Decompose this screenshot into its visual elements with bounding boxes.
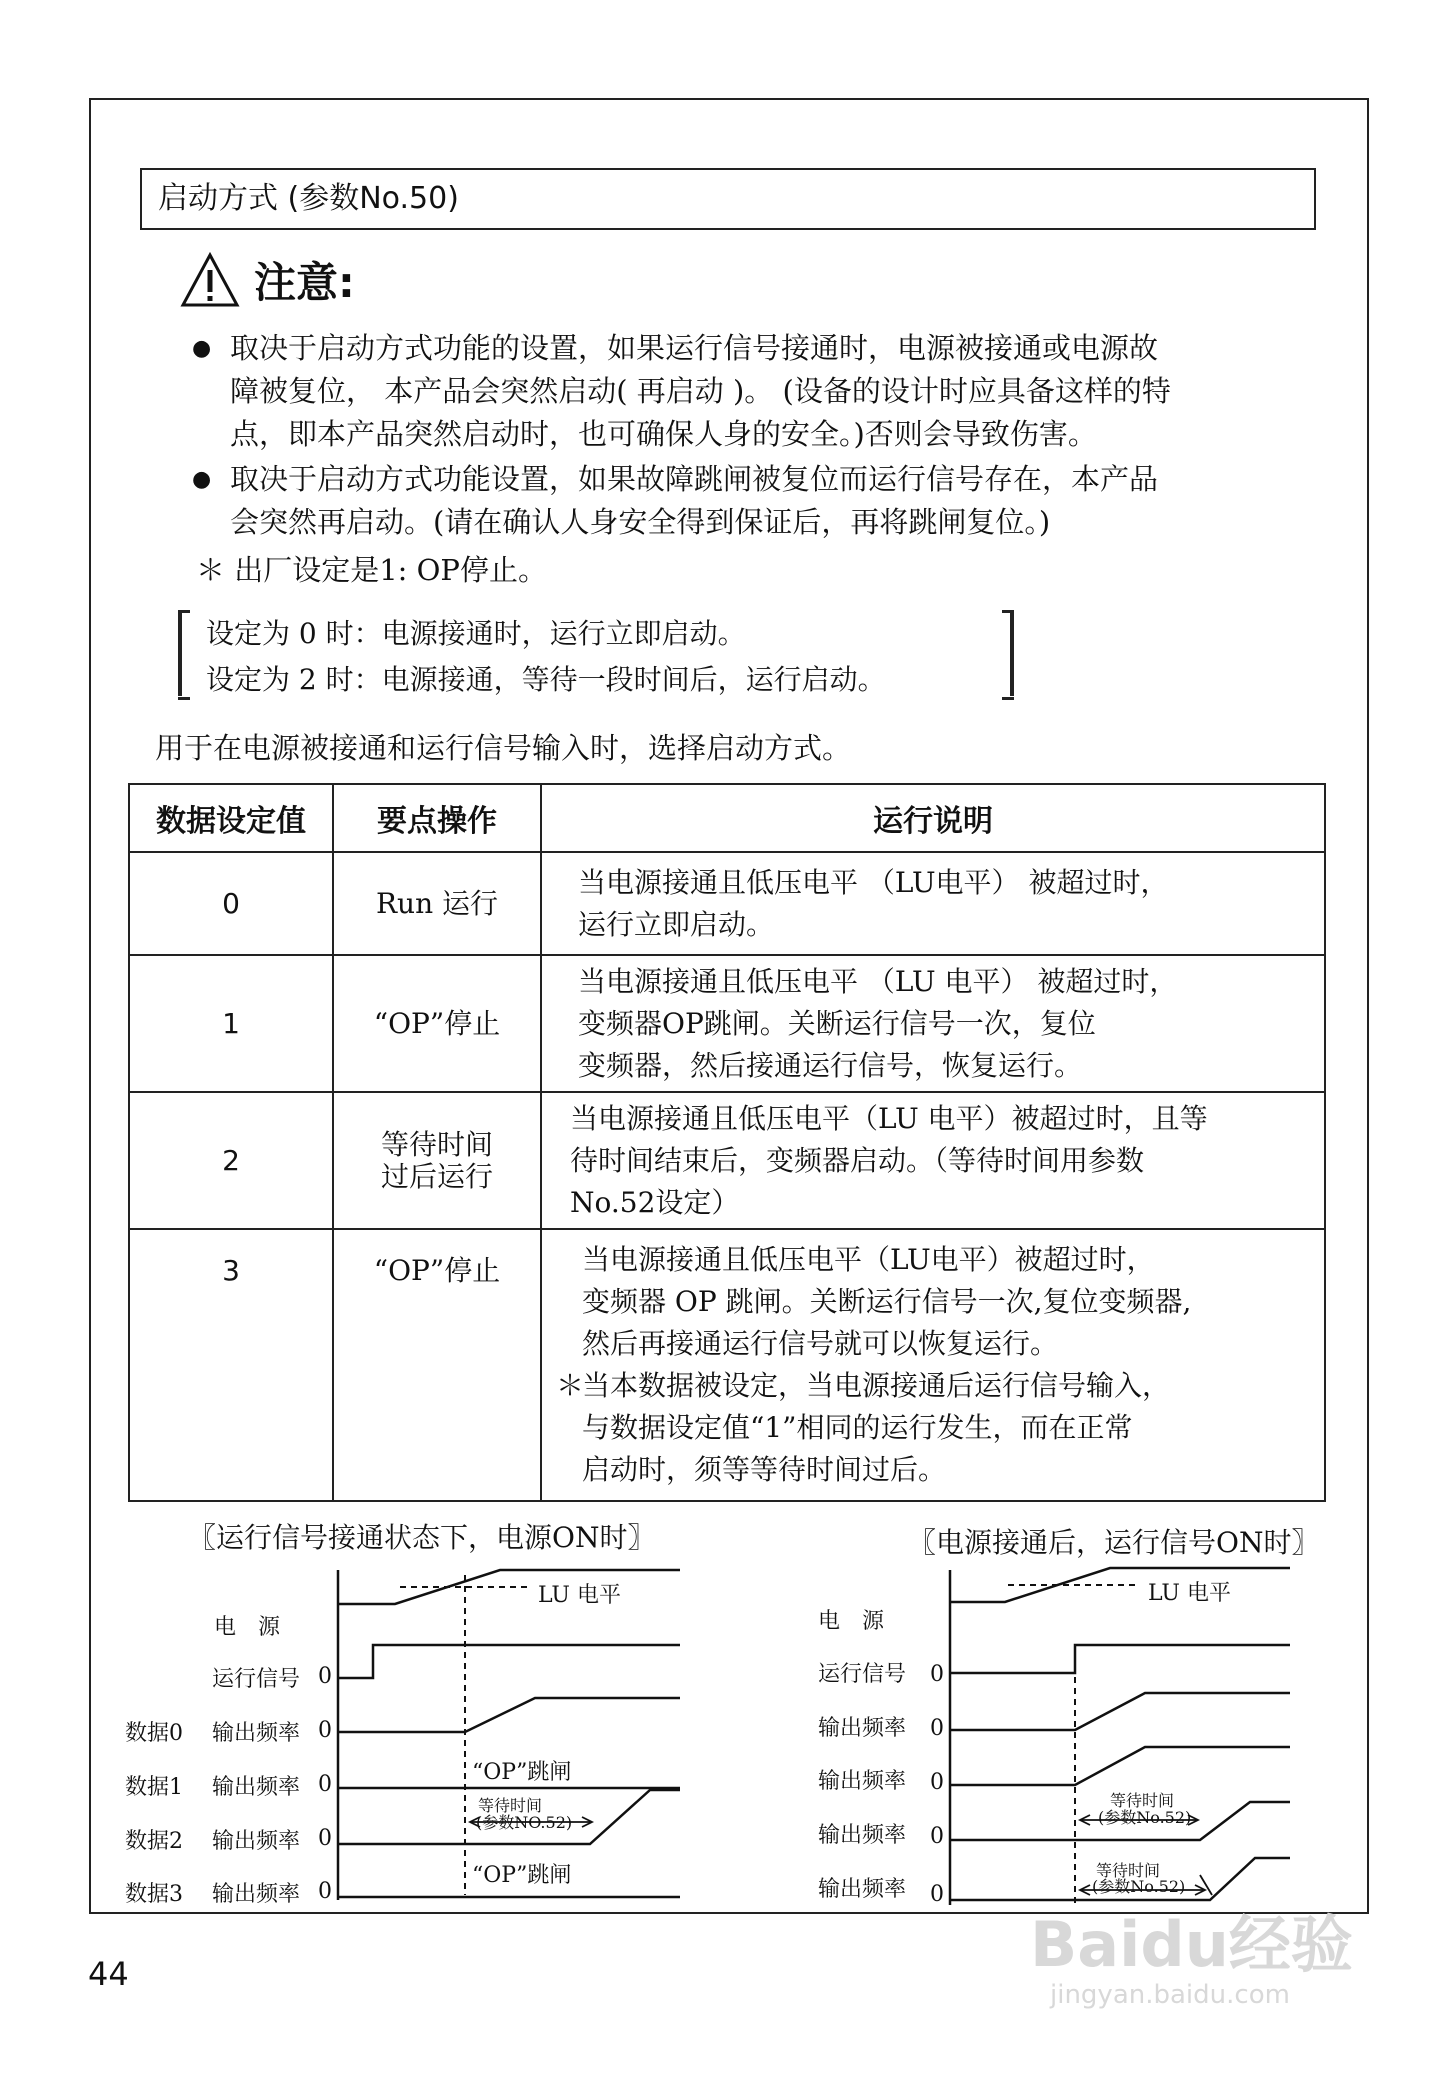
left-data-label-3: 数据3 [125, 1882, 183, 1907]
right-freq-data1 [950, 1747, 1290, 1785]
bullet-dot-icon: ● [192, 467, 212, 492]
right-waveforms [950, 1568, 1290, 1905]
row-key: “OP”停止 [333, 1229, 541, 1501]
desc-line: 运行立即启动。 [578, 907, 775, 941]
right-wait-label-1: 等待时间 [1110, 1791, 1175, 1810]
left-zero-0: 0 [318, 1718, 332, 1743]
bracket-line-2: 设定为 2 时：电源接通，等待一段时间后，运行启动。 [206, 663, 886, 696]
desc-line: 当电源接通且低压电平（LU 电平）被超过时，且等 [570, 1101, 1208, 1135]
right-diagram-title: 〖电源接通后，运行信号ON时〗 [908, 1526, 1320, 1559]
desc-line: 变频器 OP 跳闸。关断运行信号一次,复位变频器, [582, 1285, 1192, 1318]
desc-line: 变频器，然后接通运行信号，恢复运行。 [578, 1048, 1083, 1082]
star-note: ＊ 出厂设定是1: OP停止。 [196, 553, 547, 587]
left-wait-param: (参数NO.52) [476, 1813, 573, 1832]
note-line: 启动时，须等等待时间过后。 [582, 1453, 947, 1486]
right-label-freq2: 输出频率 [818, 1823, 907, 1848]
header-data-value: 数据设定值 [129, 784, 333, 852]
desc-line: 当电源接通且低压电平 （LU 电平） 被超过时， [578, 964, 1178, 998]
left-label-power: 电 源 [214, 1615, 281, 1640]
left-zero-2: 0 [318, 1826, 332, 1851]
right-label-freq1: 输出频率 [818, 1769, 907, 1794]
right-zero-run: 0 [930, 1662, 944, 1687]
right-wait-label-2: 等待时间 [1096, 1861, 1161, 1880]
desc-line: 待时间结束后，变频器启动。（等待时间用参数 [570, 1143, 1145, 1177]
left-zero-1: 0 [318, 1772, 332, 1797]
right-freq-data0 [950, 1693, 1290, 1730]
row-key: “OP”停止 [333, 955, 541, 1092]
left-lu-label: LU 电平 [538, 1583, 621, 1608]
right-run-signal-wave [950, 1645, 1290, 1673]
left-wait-label: 等待时间 [478, 1796, 543, 1815]
bullet-1-line-2: 障被复位， 本产品会突然启动( 再启动 )。 (设备的设计时应具备这样的特 [230, 374, 1171, 408]
desc-line: No.52设定） [570, 1185, 740, 1219]
header-description: 运行说明 [541, 784, 1325, 852]
right-zero-2: 0 [930, 1824, 944, 1849]
right-lu-label: LU 电平 [1148, 1581, 1231, 1606]
bullet-2-line-1: 取决于启动方式功能设置，如果故障跳闸被复位而运行信号存在，本产品 [230, 462, 1159, 496]
page-number: 44 [88, 1955, 129, 1993]
left-freq-data0 [338, 1698, 680, 1732]
left-data-label-0: 数据0 [125, 1721, 183, 1746]
watermark [1030, 1910, 1353, 2010]
row-value: 0 [129, 852, 333, 955]
left-label-freq3: 输出频率 [212, 1882, 301, 1907]
note-text: 当本数据被设定，当电源接通后运行信号输入， [582, 1369, 1171, 1402]
left-label-run: 运行信号 [212, 1667, 301, 1692]
left-run-signal-wave [338, 1645, 680, 1678]
note-line: 与数据设定值“1”相同的运行发生，而在正常 [582, 1411, 1133, 1444]
left-label-freq2: 输出频率 [212, 1829, 301, 1854]
left-op-trip-1: “OP”跳闸 [472, 1760, 572, 1785]
right-guides [1008, 1585, 1135, 1905]
left-op-trip-3: “OP”跳闸 [472, 1863, 572, 1888]
left-diagram-title: 〖运行信号接通状态下，电源ON时〗 [188, 1521, 656, 1554]
right-label-freq3: 输出频率 [818, 1877, 907, 1902]
row-value: 3 [129, 1229, 333, 1501]
left-zero-run: 0 [318, 1664, 332, 1689]
bullet-1-line-3: 点，即本产品突然启动时，也可确保人身的安全。)否则会导致伤害。 [230, 417, 1097, 451]
row-value: 1 [129, 955, 333, 1092]
watermark-url: jingyan.baidu.com [1050, 1980, 1290, 2010]
header-key-operation: 要点操作 [333, 784, 541, 852]
left-label-freq1: 输出频率 [212, 1775, 301, 1800]
left-guides [400, 1575, 530, 1895]
bullet-2-line-2: 会突然再启动。(请在确认人身安全得到保证后，再将跳闸复位。) [230, 505, 1051, 539]
desc-line: 然后再接通运行信号就可以恢复运行。 [582, 1327, 1059, 1360]
right-label-freq0: 输出频率 [818, 1716, 907, 1741]
row-value: 2 [129, 1092, 333, 1229]
right-label-run: 运行信号 [818, 1662, 907, 1687]
watermark-logo-text: Baidu经验 [1030, 1908, 1353, 1981]
caution-title: 注意: [254, 258, 355, 307]
right-zero-3: 0 [930, 1882, 944, 1907]
right-wait-param-1: (参数No.52) [1098, 1808, 1192, 1827]
left-label-freq0: 输出频率 [212, 1721, 301, 1746]
right-zero-0: 0 [930, 1716, 944, 1741]
left-zero-3: 0 [318, 1879, 332, 1904]
bullet-dot-icon: ● [192, 336, 212, 361]
row-key: 等待时间 过后运行 [333, 1092, 541, 1229]
right-label-power: 电 源 [818, 1609, 885, 1634]
row-key: Run 运行 [333, 852, 541, 955]
desc-line: 变频器OP跳闸。关断运行信号一次，复位 [578, 1006, 1096, 1040]
left-power-wave [338, 1570, 680, 1604]
bullet-1-line-1: 取决于启动方式功能的设置，如果运行信号接通时，电源被接通或电源故 [230, 331, 1159, 365]
intro-text: 用于在电源被接通和运行信号输入时，选择启动方式。 [155, 731, 852, 765]
note-star: ＊ [556, 1369, 585, 1402]
left-waveforms [338, 1570, 680, 1900]
desc-line: 当电源接通且低压电平 （LU电平） 被超过时， [578, 865, 1169, 899]
right-wait-param-2: (参数No.52) [1092, 1877, 1186, 1896]
section-title: 启动方式 (参数No.50) [140, 168, 1316, 230]
left-data-label-1: 数据1 [125, 1775, 183, 1800]
left-data-label-2: 数据2 [125, 1829, 183, 1854]
desc-line: 当电源接通且低压电平（LU电平）被超过时， [582, 1243, 1155, 1276]
right-zero-1: 0 [930, 1770, 944, 1795]
bracket-line-1: 设定为 0 时：电源接通时，运行立即启动。 [206, 617, 746, 650]
